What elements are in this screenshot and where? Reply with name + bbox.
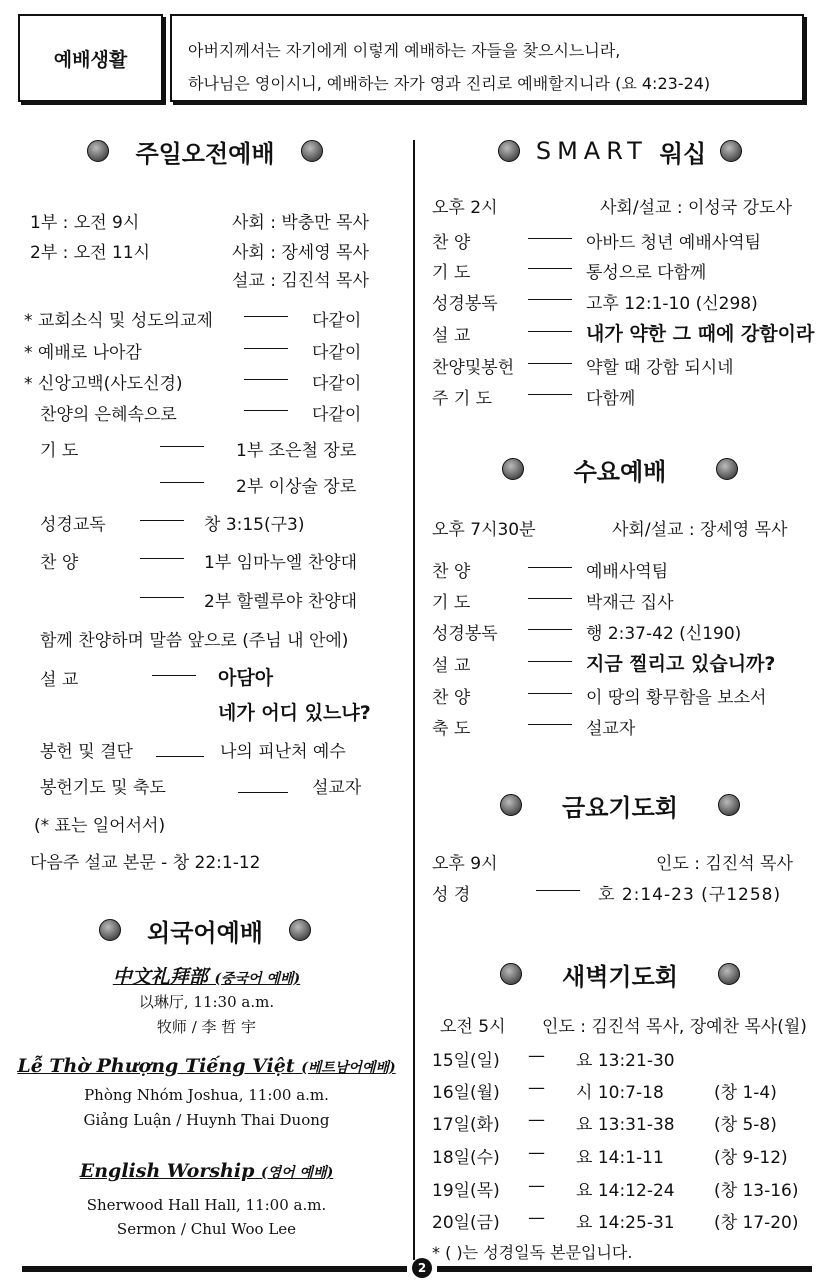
prayer-part2: 2부 이상술 장로 — [236, 477, 357, 497]
dawn-dash: — — [528, 1078, 545, 1098]
dawn-extra: (창 5-8) — [714, 1115, 777, 1135]
dawn-extra: (창 13-16) — [714, 1181, 799, 1201]
chinese-service-heading: 中文礼拜部 (중국어 예배) — [112, 966, 301, 988]
smart-title — [470, 133, 770, 169]
offering-prayer-value: 설교자 — [312, 778, 362, 798]
order-item-label: * 신앙고백(사도신경) — [24, 374, 183, 394]
order-dash — [528, 321, 572, 341]
praise-part1: 1부 임마누엘 찬양대 — [204, 553, 357, 573]
part1-time: 1부 : 오전 9시 — [30, 213, 140, 233]
dawn-text: 요 14:1-11 — [576, 1148, 664, 1168]
wed-row-label: 축 도 — [432, 719, 471, 739]
offering-label: 봉헌 및 결단 — [40, 742, 133, 762]
dawn-title — [470, 956, 770, 992]
wed-row-value: 행 2:37-42 (신190) — [586, 624, 742, 644]
part2-time: 2부 : 오전 11시 — [30, 243, 151, 263]
together-line: 함께 찬양하며 말씀 앞으로 (주님 내 안에) — [40, 631, 349, 651]
order-dash — [536, 880, 580, 900]
bullet-dot-icon — [718, 963, 740, 985]
order-item-label: * 교회소식 및 성도의교제 — [24, 311, 213, 331]
dawn-dash: — — [528, 1208, 545, 1228]
footer-rule-right — [437, 1266, 812, 1272]
english-service-preacher: Sermon / Chul Woo Lee — [116, 1220, 297, 1238]
dawn-time: 오전 5시 — [440, 1017, 506, 1037]
dawn-text: 요 13:31-38 — [576, 1115, 675, 1135]
dawn-leader: 인도 : 김진석 목사, 장예찬 목사(월) — [542, 1017, 807, 1037]
order-item-value: 다같이 — [312, 405, 362, 425]
wed-row-label: 성경봉독 — [432, 624, 498, 644]
chinese-service-pastor: 牧师 / 李 哲 宇 — [156, 1018, 257, 1036]
smart-row-value: 통성으로 다함께 — [586, 263, 707, 283]
dawn-day: 20일(금) — [432, 1213, 500, 1233]
order-dash — [528, 289, 572, 309]
smart-row-value: 고후 12:1-10 (신298) — [586, 294, 758, 314]
standing-note: (* 표는 일어서서) — [34, 816, 166, 836]
bullet-dot-icon — [500, 794, 522, 816]
wednesday-title — [470, 451, 770, 487]
offering-prayer-label: 봉헌기도 및 축도 — [40, 778, 166, 798]
dawn-extra: (창 17-20) — [714, 1213, 799, 1233]
dawn-day: 16일(월) — [432, 1083, 500, 1103]
order-dash — [528, 228, 572, 248]
bullet-dot-icon — [498, 140, 520, 162]
smart-title-text: SMART — [535, 137, 648, 165]
praise-part2: 2부 할렐루야 찬양대 — [204, 592, 357, 612]
order-item-label: * 예배로 나아감 — [24, 343, 142, 363]
sermon-title-1: 아담아 — [218, 667, 274, 689]
wed-row-label: 설 교 — [432, 656, 471, 676]
wed-row-value: 박재근 집사 — [586, 593, 674, 613]
prayer-label: 기 도 — [40, 441, 79, 461]
footer-rule-left — [22, 1266, 407, 1272]
order-underline — [156, 737, 204, 757]
foreign-title-text: 외국어예배 — [147, 918, 263, 947]
sunday-title — [60, 133, 350, 169]
smart-host: 사회/설교 : 이성국 강도사 — [600, 198, 792, 218]
smart-title-suffix: 워십 — [659, 139, 707, 168]
english-service-location: Sherwood Hall Hall, 11:00 a.m. — [86, 1196, 327, 1214]
order-dash — [528, 588, 572, 608]
dawn-extra: (창 9-12) — [714, 1148, 788, 1168]
praise-label: 찬 양 — [40, 553, 79, 573]
dawn-dash: — — [528, 1046, 545, 1066]
smart-row-label: 주 기 도 — [432, 389, 493, 409]
reading-value: 창 3:15(구3) — [204, 515, 305, 535]
offering-value: 나의 피난처 예수 — [220, 742, 346, 762]
order-item-value: 다같이 — [312, 311, 362, 331]
part1-host: 사회 : 박충만 목사 — [232, 213, 369, 233]
order-dash — [528, 557, 572, 577]
chinese-service-location: 以琳厅, 11:30 a.m. — [138, 993, 275, 1011]
wed-row-value: 이 땅의 황무함을 보소서 — [586, 688, 767, 708]
wednesday-host: 사회/설교 : 장세영 목사 — [612, 520, 788, 540]
dawn-text: 요 14:25-31 — [576, 1213, 675, 1233]
section-label-text: 예배생활 — [53, 48, 128, 71]
order-dash — [528, 258, 572, 278]
order-dash — [244, 306, 288, 326]
dawn-dash: — — [528, 1143, 545, 1163]
wed-row-value: 예배사역팀 — [586, 562, 669, 582]
order-dash — [528, 651, 572, 671]
sermon-title-2: 네가 어디 있느냐? — [218, 702, 371, 724]
friday-reading-label: 성 경 — [432, 885, 471, 905]
vietnamese-service-heading: Lễ Thờ Phượng Tiếng Việt (베트남어예배) — [17, 1055, 396, 1077]
bullet-dot-icon — [99, 919, 121, 941]
dawn-day: 18일(수) — [432, 1148, 500, 1168]
bullet-dot-icon — [301, 140, 323, 162]
sermon-label: 설 교 — [40, 670, 79, 690]
wednesday-title-text: 수요예배 — [573, 457, 667, 486]
dawn-day: 17일(화) — [432, 1115, 500, 1135]
column-divider — [413, 140, 415, 1260]
next-week-text: 다음주 설교 본문 - 창 22:1-12 — [30, 853, 261, 873]
order-dash — [140, 510, 184, 530]
page-footer — [22, 1263, 812, 1275]
order-dash — [140, 548, 184, 568]
dawn-dash: — — [528, 1110, 545, 1130]
friday-time: 오후 9시 — [432, 854, 498, 874]
order-dash — [528, 384, 572, 404]
smart-time: 오후 2시 — [432, 198, 498, 218]
friday-title-text: 금요기도회 — [562, 793, 678, 822]
page-number: 2 — [412, 1258, 432, 1278]
wednesday-time: 오후 7시30분 — [432, 520, 536, 540]
order-dash — [140, 587, 184, 607]
order-item-value: 다같이 — [312, 374, 362, 394]
scripture-line-1: 아버지께서는 자기에게 이렇게 예배하는 자들을 찾으시느니라, — [188, 41, 621, 60]
bullet-dot-icon — [289, 919, 311, 941]
sunday-preacher: 설교 : 김진석 목사 — [232, 271, 369, 291]
order-dash — [244, 369, 288, 389]
smart-row-label: 찬양및봉헌 — [432, 358, 515, 378]
friday-leader: 인도 : 김진석 목사 — [656, 854, 793, 874]
order-dash — [244, 400, 288, 420]
bullet-dot-icon — [87, 140, 109, 162]
dawn-text: 요 14:12-24 — [576, 1181, 675, 1201]
part2-host: 사회 : 장세영 목사 — [232, 243, 369, 263]
order-underline — [238, 773, 288, 793]
smart-row-label: 찬 양 — [432, 233, 471, 253]
order-dash — [152, 665, 196, 685]
order-dash — [528, 353, 572, 373]
order-dash — [160, 436, 204, 456]
sunday-title-text: 주일오전예배 — [135, 139, 275, 168]
dawn-text: 요 13:21-30 — [576, 1051, 675, 1071]
smart-row-value: 다함께 — [586, 389, 636, 409]
wed-row-value: 설교자 — [586, 719, 636, 739]
dawn-title-text: 새벽기도회 — [562, 962, 678, 991]
vietnamese-service-preacher: Giảng Luận / Huynh Thai Duong — [83, 1111, 330, 1129]
dawn-extra: (창 1-4) — [714, 1083, 777, 1103]
smart-sermon-title: 내가 약한 그 때에 강함이라 — [586, 323, 815, 345]
order-dash — [528, 619, 572, 639]
wed-row-label: 찬 양 — [432, 562, 471, 582]
vietnamese-service-location: Phòng Nhóm Joshua, 11:00 a.m. — [84, 1086, 329, 1104]
smart-row-label: 기 도 — [432, 263, 471, 283]
dawn-day: 15일(일) — [432, 1051, 500, 1071]
order-dash — [160, 472, 204, 492]
smart-row-label: 설 교 — [432, 326, 471, 346]
smart-row-label: 성경봉독 — [432, 294, 498, 314]
scripture-line-2: 하나님은 영이시니, 예배하는 자가 영과 진리로 예배할지니라 (요 4:23-24) — [188, 74, 711, 93]
wed-row-label: 찬 양 — [432, 688, 471, 708]
prayer-part1: 1부 조은철 장로 — [236, 441, 357, 461]
reading-label: 성경교독 — [40, 515, 106, 535]
dawn-text: 시 10:7-18 — [576, 1083, 664, 1103]
bullet-dot-icon — [718, 794, 740, 816]
foreign-title — [60, 912, 350, 948]
scripture-box — [170, 14, 804, 102]
wed-row-label: 기 도 — [432, 593, 471, 613]
order-item-value: 다같이 — [312, 343, 362, 363]
smart-row-value: 아바드 청년 예배사역팀 — [586, 233, 762, 253]
wed-sermon-title: 지금 찔리고 있습니까? — [586, 653, 776, 675]
bullet-dot-icon — [502, 458, 524, 480]
bullet-dot-icon — [500, 963, 522, 985]
dawn-note: * ( )는 성경일독 본문입니다. — [432, 1243, 633, 1262]
dawn-day: 19일(목) — [432, 1181, 500, 1201]
order-dash — [244, 338, 288, 358]
section-label — [18, 14, 163, 102]
friday-reading: 호 2:14-23 (구1258) — [598, 885, 782, 905]
order-dash — [528, 683, 572, 703]
dawn-dash: — — [528, 1176, 545, 1196]
english-service-heading: English Worship (영어 예배) — [79, 1160, 334, 1182]
order-dash — [528, 714, 572, 734]
smart-row-value: 약할 때 강함 되시네 — [586, 358, 734, 378]
bullet-dot-icon — [716, 458, 738, 480]
bullet-dot-icon — [720, 140, 742, 162]
order-item-label: 찬양의 은혜속으로 — [40, 405, 177, 425]
friday-title — [470, 787, 770, 823]
